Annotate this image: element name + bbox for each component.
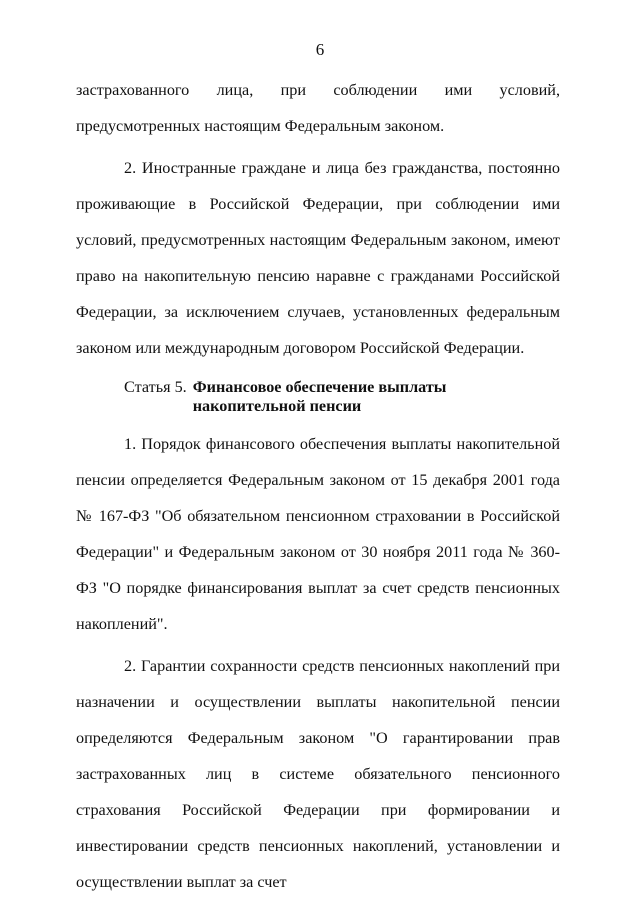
document-body — [76, 72, 560, 900]
paragraph-guarantees: 2. Гарантии сохранности средств пенсионных накоплений при назначении и осуществлении выплаты накопительной пенсии определяются Федеральным законом "О гарантировании прав застрахованных лиц в системе обязательного пенсионного страхования Российской Федерации при формировании и инвестировании средств пенсионных накоплений, установлении и осуществлении выплат за счет — [76, 657, 560, 891]
paragraph-financing-order: 1. Порядок финансового обеспечения выплаты накопительной пенсии определяется Федеральным законом от 15 декабря 2001 года № 167-ФЗ "Об обязательном пенсионном страховании в Российской Федерации" и Федеральным законом от 30 ноября 2011 года № 360-ФЗ "О порядке финансирования выплат за счет средств пенсионных накоплений". — [76, 435, 560, 633]
paragraph-continued: застрахованного лица, при соблюдении ими условий, предусмотренных настоящим Федеральным законом. — [76, 81, 560, 135]
page-number: 6 — [315, 40, 325, 59]
article-title: Финансовое обеспечение выплаты накопительной пенсии — [192, 378, 447, 415]
article-number: Статья 5. — [124, 378, 187, 396]
article-heading — [124, 378, 560, 416]
paragraph-foreign-citizens: 2. Иностранные граждане и лица без гражданства, постоянно проживающие в Российской Федерации, при соблюдении ими условий, предусмотренных настоящим Федеральным законом, имеют право на накопительную пенсию наравне с гражданами Российской Федерации, за исключением случаев, установленных федеральным законом или международным договором Российской Федерации. — [76, 159, 560, 357]
